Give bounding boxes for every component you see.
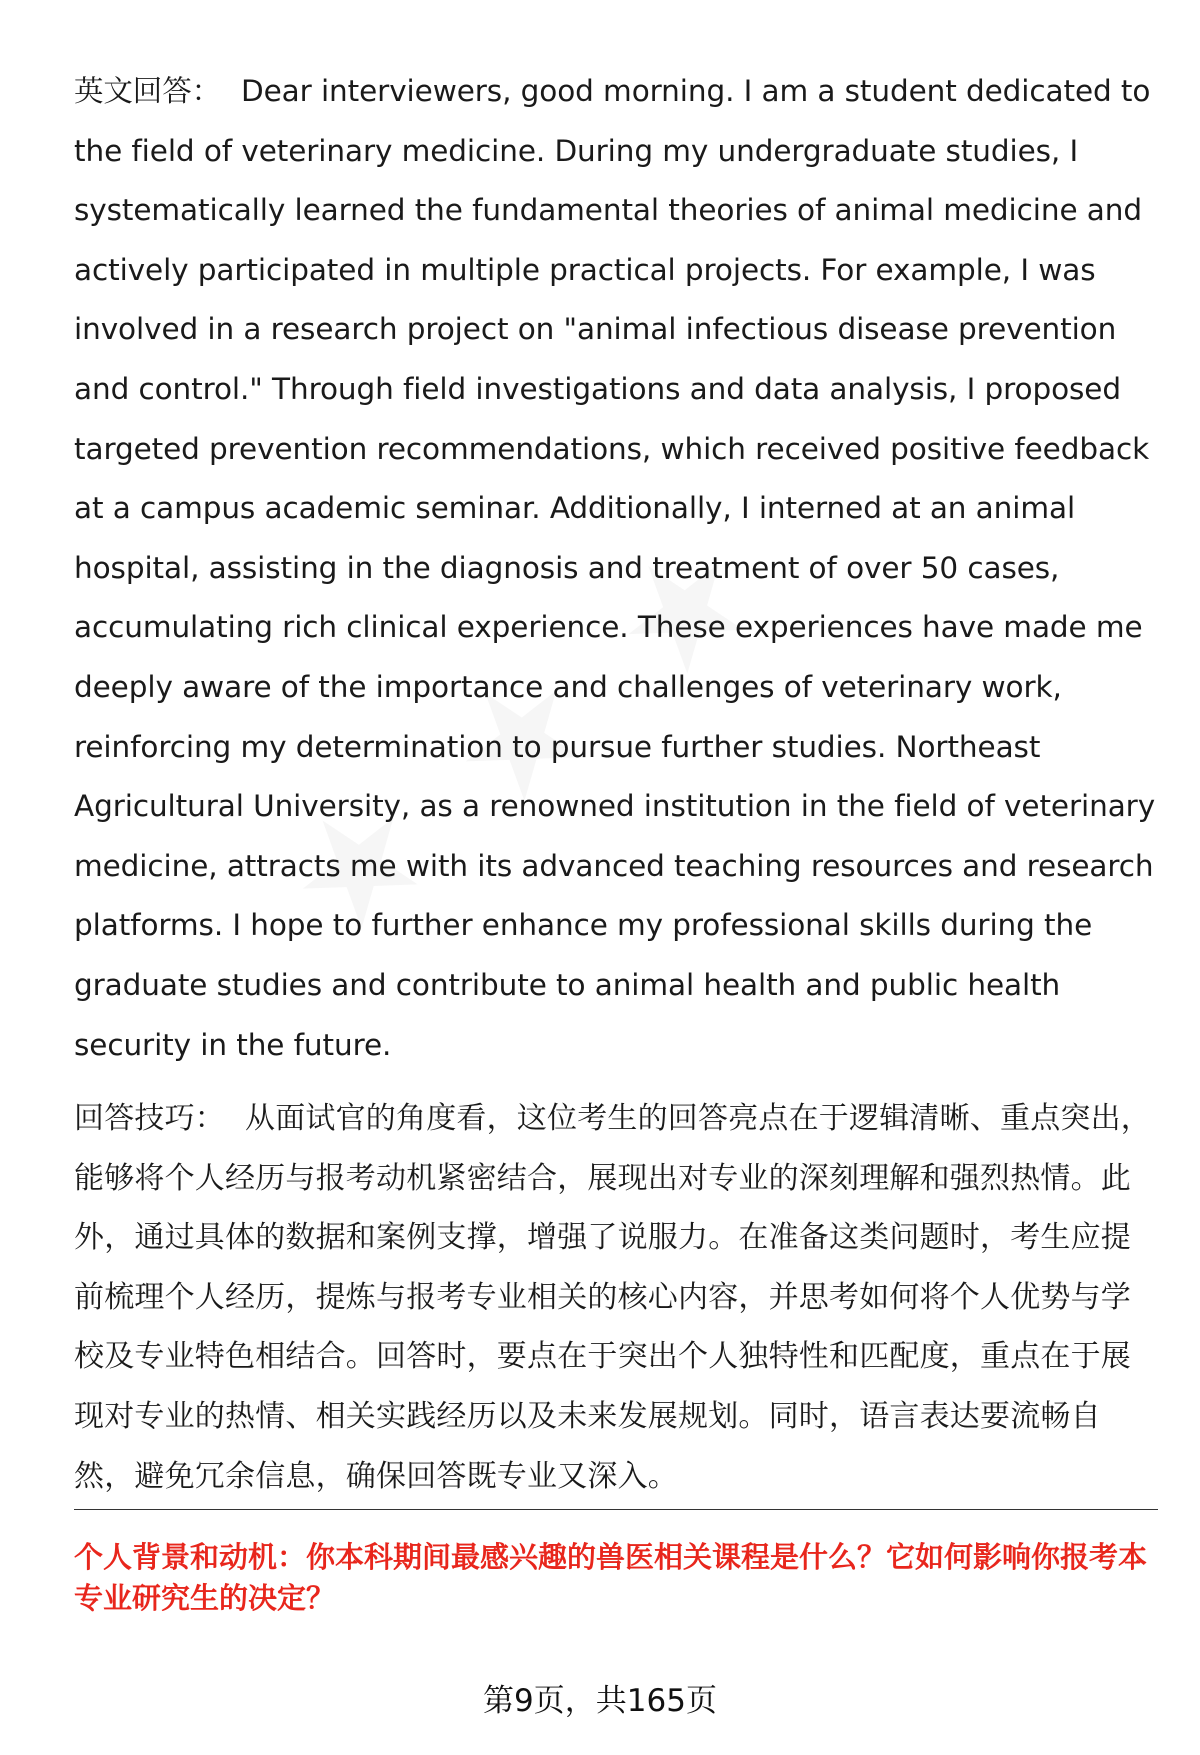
next-question-heading: 个人背景和动机：你本科期间最感兴趣的兽医相关课程是什么？它如何影响你报考本专业研究生的决定？ bbox=[74, 1540, 1148, 1615]
section-divider bbox=[74, 1509, 1158, 1510]
answer-tips-paragraph bbox=[74, 1089, 1158, 1506]
english-answer-paragraph bbox=[74, 62, 1158, 1075]
answer-tips-label: 回答技巧： bbox=[74, 1101, 225, 1137]
document-body bbox=[74, 62, 1158, 1506]
english-answer-text: Dear interviewers, good morning. I am a student dedicated to the field of veterinary medicine. During my undergraduate studies, I systematically learned the fundamental theories of animal medicine and actively participated in multiple practical projects. For example, I was involved in a research project on "animal infectious disease prevention and control." Through field investigations and data analysis, I proposed targeted prevention recommendations, which received positive feedback at a campus academic seminar. Additionally, I interned at an animal hospital, assisting in the diagnosis and treatment of over 50 cases, accumulating rich clinical experience. These experiences have made me deeply aware of the importance and challenges of veterinary work, reinforcing my determination to pursue further studies. Northeast Agricultural University, as a renowned institution in the field of veterinary medicine, attracts me with its advanced teaching resources and research platforms. I hope to further enhance my professional skills during the graduate studies and contribute to animal health and public health security in the future. bbox=[74, 74, 1156, 1062]
page-footer: 第9页，共165页 bbox=[483, 1683, 717, 1719]
answer-tips-text: 从面试官的角度看，这位考生的回答亮点在于逻辑清晰、重点突出，能够将个人经历与报考动机紧密结合，展现出对专业的深刻理解和强烈热情。此外，通过具体的数据和案例支撑，增强了说服力。在准备这类问题时，考生应提前梳理个人经历，提炼与报考专业相关的核心内容，并思考如何将个人优势与学校及专业特色相结合。回答时，要点在于突出个人独特性和匹配度，重点在于展现对专业的热情、相关实践经历以及未来发展规划。同时，语言表达要流畅自然，避免冗余信息，确保回答既专业又深入。 bbox=[74, 1101, 1151, 1494]
english-answer-label: 英文回答： bbox=[74, 74, 222, 108]
